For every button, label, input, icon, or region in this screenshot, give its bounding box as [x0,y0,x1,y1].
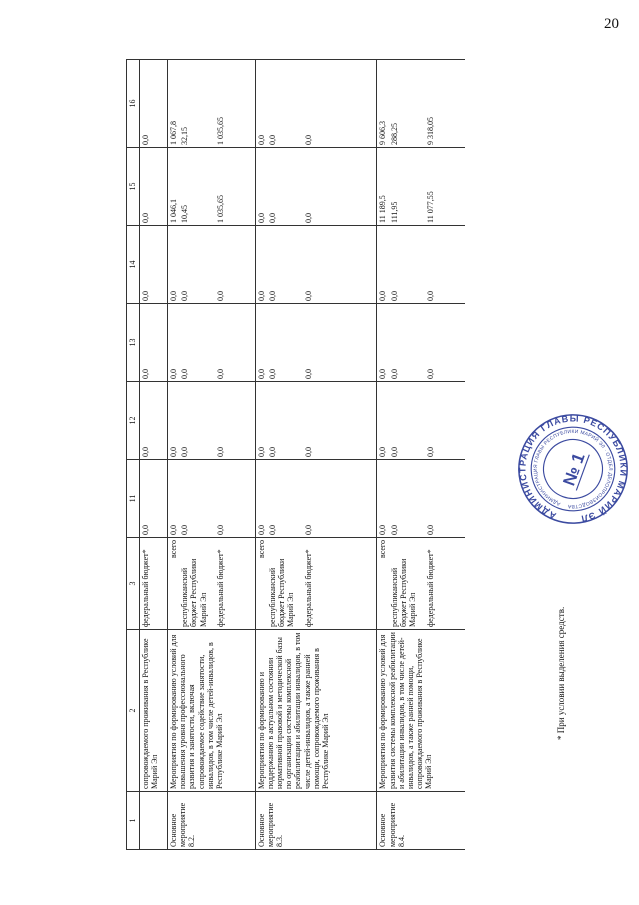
value-cell: 0,0 [168,304,180,382]
value-cell: 0,0 [389,460,425,538]
funding-source: федеральный бюджет* [425,538,465,630]
funding-source: республиканский бюджет Республики Марий Эл [179,538,215,630]
header-cell: 14 [127,226,140,304]
value-cell: 0,0 [389,304,425,382]
value-cell: 0,0 [377,382,389,460]
value-cell: 0,0 [215,226,255,304]
value-cell: 1 067,8 [168,60,180,148]
footnote: * При условии выделения средств. [556,606,566,740]
header-row [127,60,140,850]
value-cell: 0,0 [267,148,303,226]
value-cell: 9 606,3 [377,60,389,148]
funding-source: всего [168,538,180,630]
header-cell: 16 [127,60,140,148]
value-cell: 0,0 [303,382,377,460]
value-cell: 0,0 [255,60,267,148]
value-cell: 0,0 [303,304,377,382]
value-cell: 1 035,65 [215,148,255,226]
value-cell: 0,0 [303,60,377,148]
header-cell: 12 [127,382,140,460]
value-cell: 0,0 [267,460,303,538]
value-cell: 288,25 [389,60,425,148]
funding-source: федеральный бюджет* [215,538,255,630]
measure-description: сопровождаемого проживания в Республике Марий Эл [140,630,168,792]
budget-table [126,59,465,850]
header-cell: 1 [127,792,140,850]
value-cell: 0,0 [215,304,255,382]
header-cell: 15 [127,148,140,226]
value-cell: 0,0 [267,382,303,460]
value-cell: 0,0 [425,382,465,460]
table-row [140,60,168,850]
stamp-inner-text: АДМИНИСТРАЦИЯ ГЛАВЫ РЕСПУБЛИКИ МАРИЙ ЭЛ · ОТДЕЛ ДЕЛОПРОИЗВОДСТВА [533,429,613,509]
value-cell: 11 189,5 [377,148,389,226]
table-row [168,60,180,850]
value-cell: 0,0 [389,382,425,460]
value-cell: 0,0 [215,460,255,538]
value-cell: 0,0 [267,60,303,148]
measure-description: Мероприятия по формированию условий для повышения уровня профессионального развития и занятости, включая сопровождаемое содействие занятости, инвалидов, в том числе детей-инвалидов, в Республике Марий Эл [168,630,256,792]
table-row [377,60,389,850]
value-cell: 0,0 [179,382,215,460]
value-cell: 1 046,1 [168,148,180,226]
value-cell: 0,0 [255,460,267,538]
value-cell: 0,0 [425,304,465,382]
value-cell: 0,0 [179,226,215,304]
value-cell: 32,15 [179,60,215,148]
measure-code [140,792,168,850]
value-cell: 0,0 [168,382,180,460]
measure-code: Основное мероприятие 8.4. [377,792,465,850]
value-cell: 0,0 [255,304,267,382]
value-cell: 0,0 [140,226,168,304]
value-cell: 11 077,55 [425,148,465,226]
value-cell: 0,0 [215,382,255,460]
value-cell: 0,0 [179,460,215,538]
value-cell: 0,0 [425,226,465,304]
header-cell: 3 [127,538,140,630]
value-cell: 0,0 [140,304,168,382]
value-cell: 0,0 [140,382,168,460]
funding-source: республиканский бюджет Республики Марий Эл [267,538,303,630]
table-row [255,60,267,850]
funding-source: федеральный бюджет* [303,538,377,630]
measure-code: Основное мероприятие 8.2. [168,792,256,850]
value-cell: 0,0 [179,304,215,382]
stamp-number: № 1 [559,450,589,489]
value-cell: 111,95 [389,148,425,226]
stamp-outer-text: АДМИНИСТРАЦИЯ ГЛАВЫ РЕСПУБЛИКИ МАРИЙ ЭЛ [517,413,629,524]
value-cell: 0,0 [267,304,303,382]
measure-code: Основное мероприятие 8.3. [255,792,377,850]
value-cell: 9 318,05 [425,60,465,148]
measure-description: Мероприятия по формированию и поддержанию в актуальном состоянии нормативной правовой и методической базы по организации системы комплексной реабилитации и абилитации инвалидов, в том числе детей-инвалидов, а также ранней помощи, сопровождаемого проживания в Республике Марий Эл [255,630,377,792]
value-cell: 0,0 [377,226,389,304]
value-cell: 0,0 [255,382,267,460]
value-cell: 0,0 [389,226,425,304]
value-cell: 0,0 [267,226,303,304]
value-cell: 10,45 [179,148,215,226]
funding-source: республиканский бюджет Республики Марий Эл [389,538,425,630]
header-cell: 2 [127,630,140,792]
value-cell: 0,0 [377,304,389,382]
value-cell: 1 035,65 [215,60,255,148]
value-cell: 0,0 [377,460,389,538]
value-cell: 0,0 [303,148,377,226]
funding-source: всего [377,538,389,630]
funding-source: федеральный бюджет* [140,538,168,630]
value-cell: 0,0 [140,60,168,148]
value-cell: 0,0 [303,460,377,538]
value-cell: 0,0 [168,226,180,304]
measure-description: Мероприятия по формированию условий для развития системы комплексной реабилитации и абилитации инвалидов, в том числе детей-инвалидов, а также ранней помощи, сопровождаемого проживания в Республике Марий Эл [377,630,465,792]
value-cell: 0,0 [140,460,168,538]
official-stamp [516,412,630,526]
value-cell: 0,0 [255,148,267,226]
value-cell: 0,0 [255,226,267,304]
value-cell: 0,0 [168,460,180,538]
value-cell: 0,0 [425,460,465,538]
header-cell: 11 [127,460,140,538]
value-cell: 0,0 [140,148,168,226]
page-number: 20 [604,16,619,32]
header-cell: 13 [127,304,140,382]
funding-source: всего [255,538,267,630]
value-cell: 0,0 [303,226,377,304]
